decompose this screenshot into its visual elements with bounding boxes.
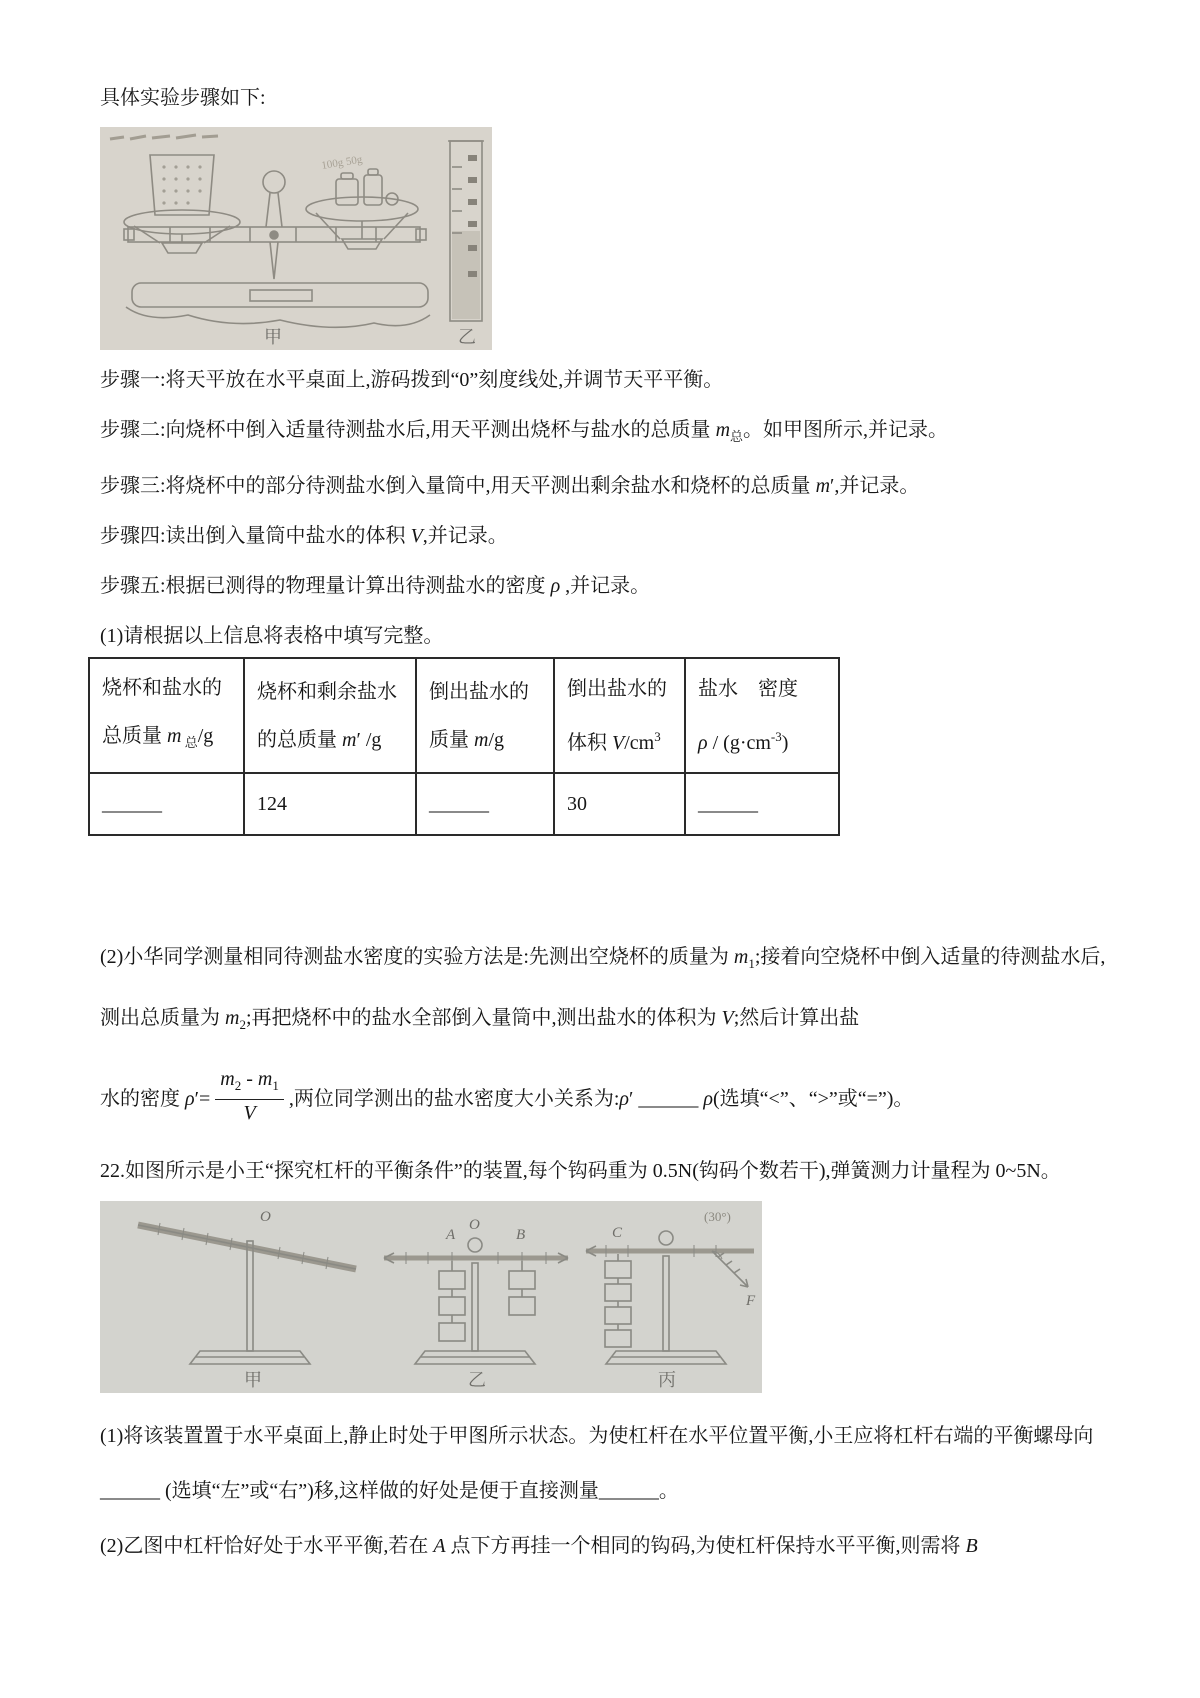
question22-intro: 22.如图所示是小王“探究杠杆的平衡条件”的装置,每个钩码重为 0.5N(钩码个数若干),弹簧测力计量程为 0~5N。 xyxy=(100,1160,1061,1182)
figure1-label-jia: 甲 xyxy=(264,327,282,347)
header-remaining-mass: 烧杯和剩余盐水 的总质量 m′ /g xyxy=(244,658,416,773)
right-pan-with-weights xyxy=(306,169,418,249)
header-poured-volume: 倒出盐水的 体积 $V/cm^3$ xyxy=(554,658,685,773)
pivot-o-yi-label: O xyxy=(469,1217,480,1233)
step-2: 步骤二:向烧杯中倒入适量待测盐水后,用天平测出烧杯与盐水的总质量 $m_总$。如甲图所示,并记录。 xyxy=(100,419,949,444)
beaker-icon xyxy=(150,155,214,215)
spring-scale xyxy=(712,1251,748,1287)
cell-remaining-mass: 124 xyxy=(244,773,416,835)
graduated-cylinder-icon xyxy=(448,141,484,321)
pivot-o-jia-label: O xyxy=(260,1209,271,1225)
question22-sub2: (2)乙图中杠杆恰好处于水平平衡,若在 A 点下方再挂一个相同的钩码,为使杠杆保持水平平衡,则需将 B xyxy=(100,1535,978,1557)
fraction-denominator: V xyxy=(243,1102,256,1124)
figure2-label-yi: 乙 xyxy=(468,1370,486,1390)
angle-label: (30°) xyxy=(704,1209,731,1224)
step-1: 步骤一:将天平放在水平桌面上,游码拨到“0”刻度线处,并调节天平平衡。 xyxy=(100,369,724,391)
question1-prompt: (1)请根据以上信息将表格中填写完整。 xyxy=(100,625,444,647)
header-density: 盐水 密度 $\rho / (g\cdot cm^{-3})$ xyxy=(685,658,839,773)
cell-total-mass-blank: ______ xyxy=(89,773,244,835)
question2-text: (2)小华同学测量相同待测盐水密度的实验方法是:先测出空烧杯的质量为 $m_1$;接着向空烧杯中倒入适量的待测盐水后,测出总质量为 $m_2$;再把烧杯中的盐水全部倒入量筒中,测出盐水的体积为 V;然后计算出盐 xyxy=(100,946,1106,1032)
figure1-label-yi: 乙 xyxy=(458,327,476,347)
cell-density-blank: ______ xyxy=(685,773,839,835)
lever-bing xyxy=(586,1231,754,1364)
question2-formula-line xyxy=(100,1060,1112,1132)
experiment-data-table xyxy=(88,657,840,836)
weights-at-c xyxy=(605,1254,631,1347)
levers-diagram xyxy=(100,1201,762,1393)
step-3: 步骤三:将烧杯中的部分待测盐水倒入量筒中,用天平测出剩余盐水和烧杯的总质量 m′,并记录。 xyxy=(100,475,920,497)
fraction-numerator: $m_2 - m_1$ xyxy=(215,1066,284,1100)
step-5: 步骤五:根据已测得的物理量计算出待测盐水的密度 ρ ,并记录。 xyxy=(100,575,651,597)
formula-suffix: ,两位同学测出的盐水密度大小关系为:ρ′ ______ ρ(选填“<”、“>”或“=”)。 xyxy=(288,1087,914,1110)
question22-sub1: (1)将该装置置于水平桌面上,静止时处于甲图所示状态。为使杠杆在水平位置平衡,小王应将杠杆右端的平衡螺母向______ (选填“左”或“右”)移,这样做的好处是便于直接测量______。 xyxy=(100,1425,1094,1502)
cell-poured-volume: 30 xyxy=(554,773,685,835)
point-a-label: A xyxy=(446,1227,456,1243)
header-poured-mass: 倒出盐水的 质量 m/g xyxy=(416,658,554,773)
illegible-smudge xyxy=(110,135,218,139)
figure2-label-bing: 丙 xyxy=(658,1370,676,1390)
figure-balance-and-cylinder xyxy=(100,127,492,350)
point-c-label: C xyxy=(612,1225,623,1241)
force-f-label: F xyxy=(746,1293,756,1309)
balance-base xyxy=(126,283,430,327)
header-total-mass: 烧杯和盐水的 总质量 m $_总$/g xyxy=(89,658,244,773)
intro-text: 具体实验步骤如下: xyxy=(100,87,266,109)
cell-poured-mass-blank: ______ xyxy=(416,773,554,835)
weights-at-b xyxy=(509,1261,535,1315)
lever-jia xyxy=(138,1223,356,1364)
weights-at-a xyxy=(439,1261,465,1341)
table-data-row xyxy=(89,773,839,835)
formula-prefix: 水的密度 ρ′= xyxy=(100,1087,211,1110)
density-fraction xyxy=(215,1066,284,1126)
table-header-row xyxy=(89,658,839,773)
figure2-label-jia: 甲 xyxy=(244,1370,262,1390)
weights-value-label: 100g 50g xyxy=(320,153,364,172)
step-4: 步骤四:读出倒入量筒中盐水的体积 V,并记录。 xyxy=(100,525,508,547)
lever-yi xyxy=(384,1238,568,1364)
pillar-and-pointer xyxy=(263,171,285,279)
balance-diagram xyxy=(100,127,492,350)
point-b-label: B xyxy=(516,1227,526,1243)
left-pan xyxy=(124,210,240,253)
figure-lever-setups xyxy=(100,1201,762,1393)
